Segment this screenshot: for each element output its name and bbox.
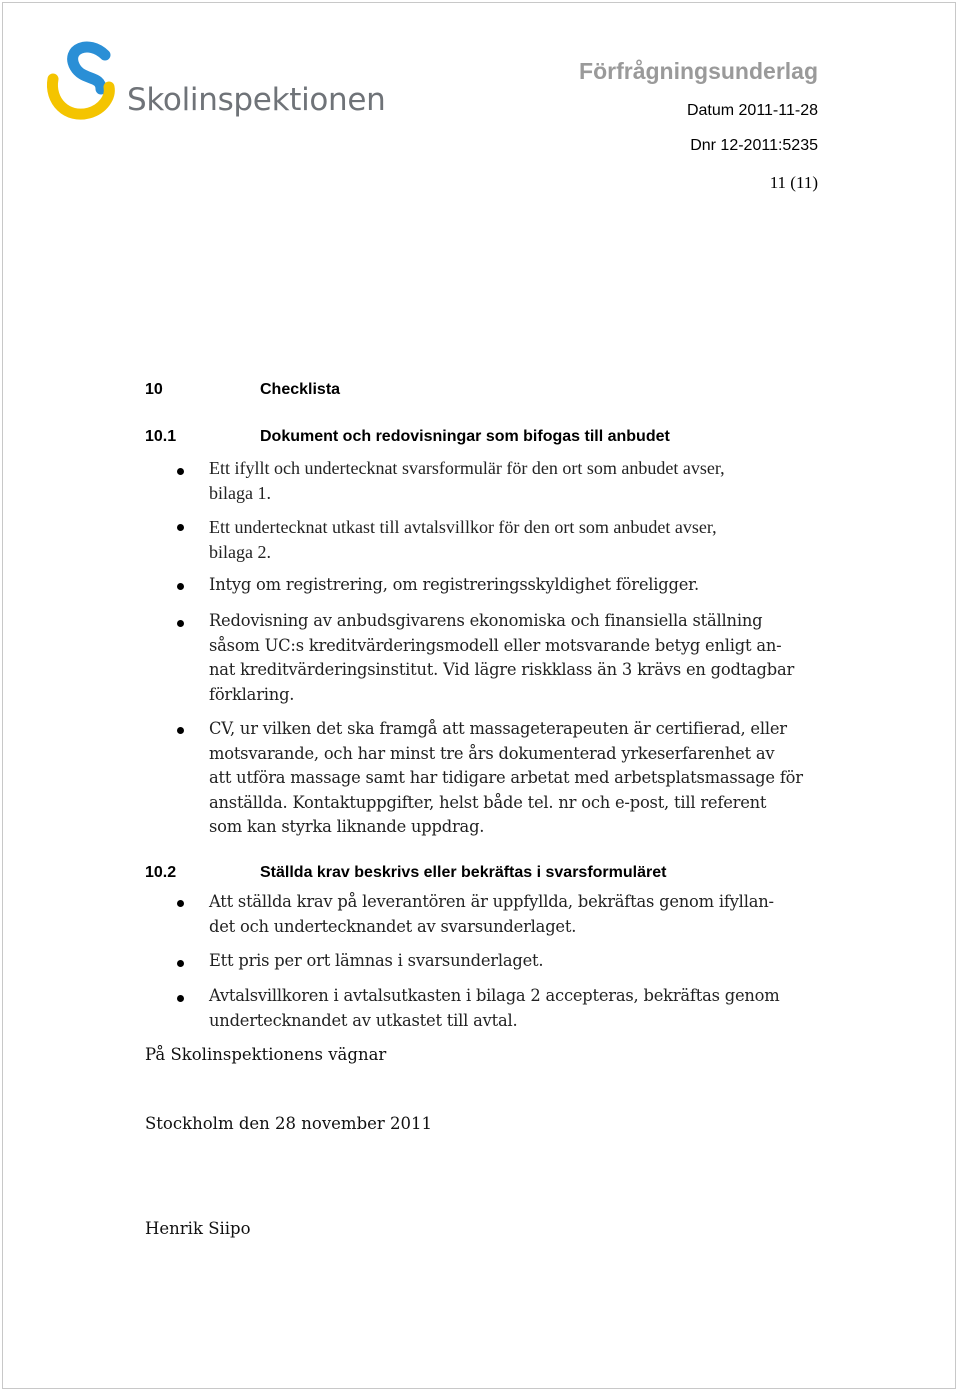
logo-emblem-icon <box>45 41 125 121</box>
list-item-line: förklaring. <box>209 684 295 704</box>
list-item-line: som kan styrka liknande uppdrag. <box>209 817 485 836</box>
document-page <box>2 2 956 1389</box>
place-and-date: Stockholm den 28 november 2011 <box>145 1114 433 1133</box>
skolinspektionen-logo <box>45 41 385 131</box>
bullet-icon <box>177 620 184 627</box>
bullet-icon <box>177 995 184 1002</box>
list-item-line: Ett ifyllt och undertecknat svarsformulär för den ort som anbudet avser, <box>209 458 725 478</box>
list-item-line: Ett undertecknat utkast till avtalsvillkor för den ort som anbudet avser, <box>209 517 717 537</box>
page-number: 11 (11) <box>769 173 818 192</box>
list-item-line: anställda. Kontaktuppgifter, helst både tel. nr och e-post, till referent <box>209 792 767 812</box>
list-item-line: bilaga 1. <box>209 482 271 503</box>
list-item-line: undertecknandet av utkastet till avtal. <box>209 1010 518 1030</box>
list-item-line: Avtalsvillkoren i avtalsutkasten i bilaga 2 accepteras, bekräftas genom <box>209 986 780 1005</box>
signatory-name: Henrik Siipo <box>145 1219 251 1238</box>
section-title: Ställda krav beskrivs eller bekräftas i svarsformuläret <box>260 864 667 881</box>
list-item-line: Intyg om registrering, om registreringsskyldighet föreligger. <box>209 575 699 594</box>
on-behalf-line: På Skolinspektionens vägnar <box>145 1045 387 1064</box>
bullet-icon <box>177 468 184 475</box>
bullet-icon <box>177 960 184 967</box>
list-item-line: Ett pris per ort lämnas i svarsunderlaget. <box>209 951 544 970</box>
section-10-1-heading <box>145 428 670 446</box>
list-item-line: det och undertecknandet av svarsunderlaget. <box>209 916 577 936</box>
section-number: 10 <box>145 381 163 398</box>
logo-wordmark: Skolinspektionen <box>127 82 386 118</box>
list-item-line: nat kreditvärderingsinstitut. Vid lägre riskklass än 3 krävs en godtagbar <box>209 660 795 679</box>
section-number: 10.2 <box>145 864 177 881</box>
section-10-heading <box>145 381 340 399</box>
list-item-line: såsom UC:s kreditvärderingsmodell eller motsvarande betyg enligt an- <box>209 635 782 655</box>
document-type-title: Förfrågningsunderlag <box>579 58 818 84</box>
section-10-2-heading <box>145 864 666 882</box>
bullet-icon <box>177 524 184 531</box>
bullet-icon <box>177 900 184 907</box>
list-item-line: CV, ur vilken det ska framgå att massageterapeuten är certifierad, eller <box>209 719 787 738</box>
document-date: Datum 2011-11-28 <box>686 102 818 119</box>
list-item-line: bilaga 2. <box>209 541 271 562</box>
section-title: Checklista <box>260 381 341 398</box>
document-reference-number: Dnr 12-2011:5235 <box>690 137 818 154</box>
section-number: 10.1 <box>145 428 177 445</box>
list-item-line: Redovisning av anbudsgivarens ekonomiska och finansiella ställning <box>209 611 763 630</box>
bullet-icon <box>177 583 184 590</box>
list-item-line: motsvarande, och har minst tre års dokumenterad yrkeserfarenhet av <box>209 743 775 763</box>
bullet-icon <box>177 727 184 734</box>
list-item-line: att utföra massage samt har tidigare arbetat med arbetsplatsmassage för <box>209 768 803 787</box>
section-title: Dokument och redovisningar som bifogas till anbudet <box>260 428 670 445</box>
list-item-line: Att ställda krav på leverantören är uppfyllda, bekräftas genom ifyllan- <box>209 892 774 911</box>
